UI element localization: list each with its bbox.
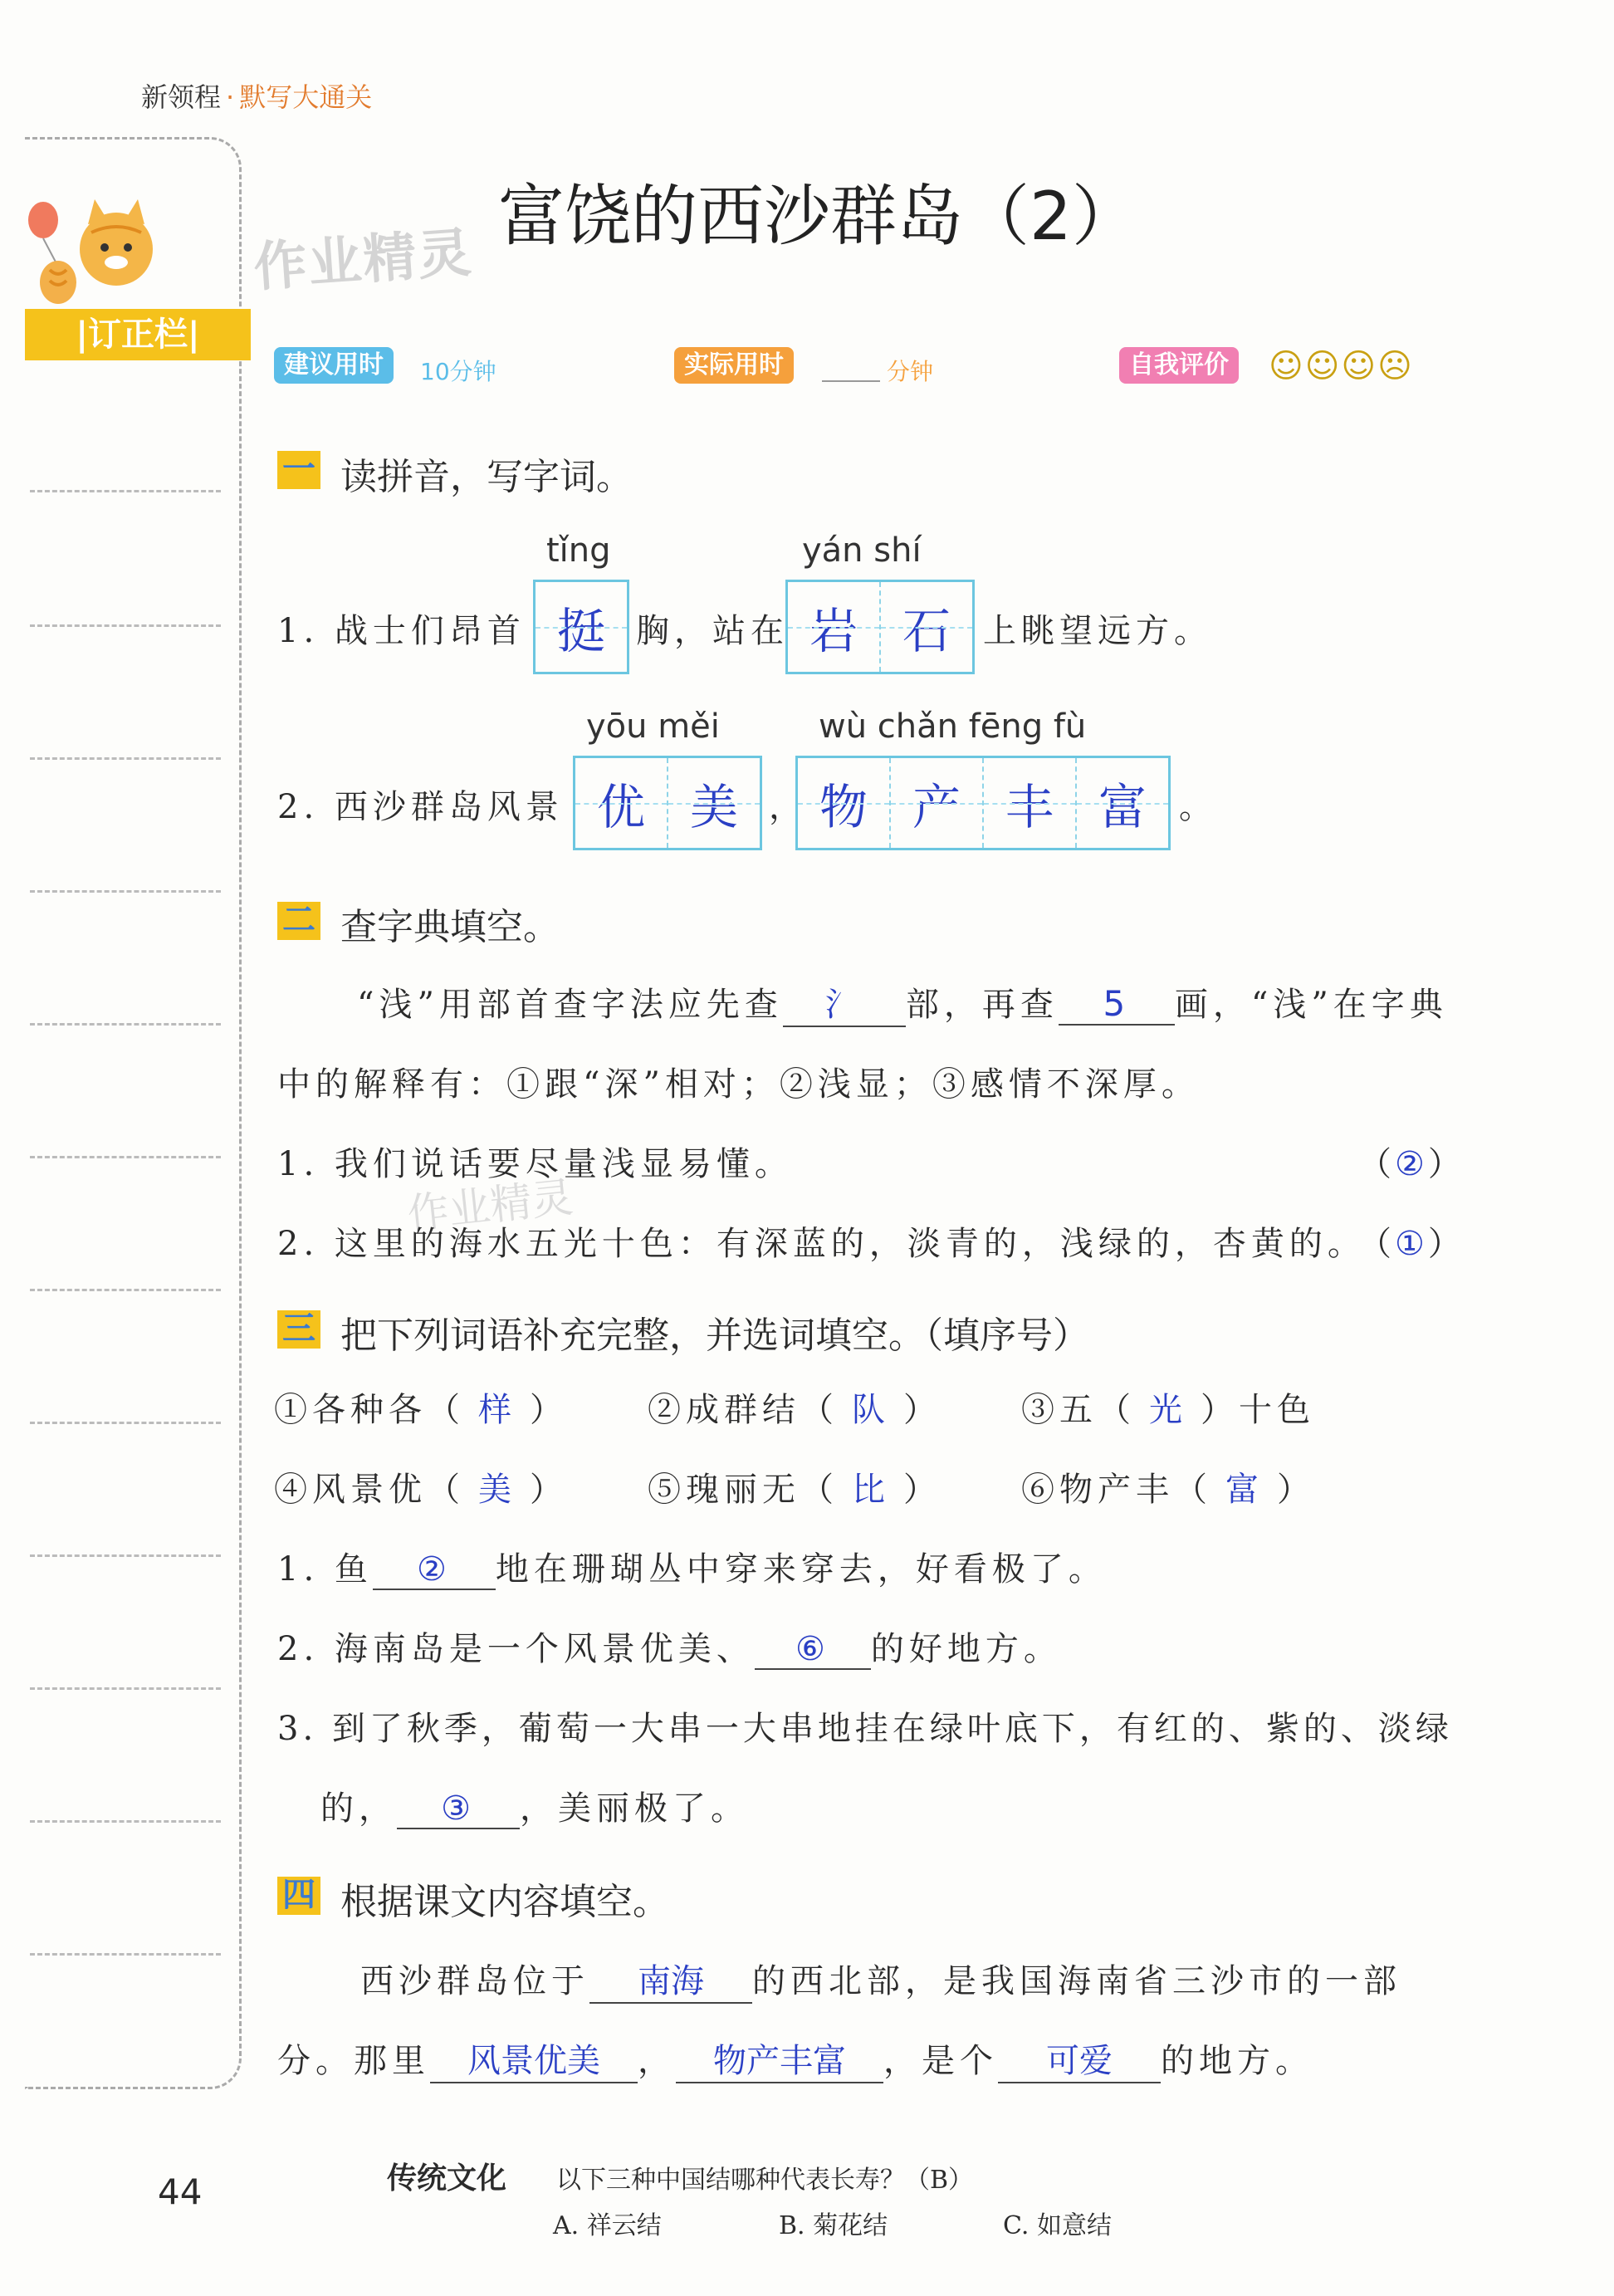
answer-cell[interactable]: 产 (891, 758, 984, 848)
paren-open: （ (1358, 1225, 1391, 1263)
actual-time-blank[interactable] (822, 380, 880, 382)
question-text-part: 1. 鱼 (277, 1550, 373, 1589)
brand-name: 新领程 (141, 81, 222, 113)
section-title: 根据课文内容填空。 (340, 1881, 669, 1923)
actual-time-label: 实际用时 (674, 347, 794, 384)
question-text (277, 2034, 1313, 2083)
suggest-time-value: 10分钟 (420, 358, 496, 385)
pinyin: wù chǎn fēng fù (819, 707, 1087, 746)
culture-option: B. 菊花结 (779, 2211, 888, 2240)
question-text-part: 部，再查 (905, 986, 1059, 1024)
suggest-time-label: 建议用时 (274, 347, 394, 384)
answer-value: ③ (441, 1789, 476, 1828)
answer-value: ② (1395, 1145, 1425, 1183)
word-item (1021, 1463, 1315, 1510)
header-dot: · (226, 81, 235, 113)
question-text-part: 的地方。 (1161, 2042, 1313, 2080)
sidebar-divider (30, 1820, 221, 1823)
word-answer[interactable]: 富 (1225, 1471, 1264, 1509)
answer-grid[interactable] (573, 756, 762, 850)
answer-value: ⑥ (795, 1630, 830, 1668)
sidebar-divider (30, 1289, 221, 1291)
page-number: 44 (158, 2171, 203, 2212)
sidebar-divider (30, 490, 221, 492)
word-item (1021, 1383, 1315, 1431)
answer-value: ② (416, 1550, 452, 1589)
sidebar-divider (30, 757, 221, 760)
question-text: 胸，站在 (636, 612, 789, 650)
word-answer[interactable]: 样 (478, 1391, 516, 1429)
sidebar-divider (30, 1023, 221, 1026)
word-answer[interactable]: 美 (478, 1471, 516, 1509)
question-text: 。 (1179, 788, 1217, 826)
answer-grid[interactable] (795, 756, 1171, 850)
section-title: 把下列词语补充完整，并选词填空。（填序号） (340, 1314, 1089, 1357)
sidebar-divider (30, 1156, 221, 1158)
question-text: 2. 这里的海水五光十色：有深蓝的，淡青的，浅绿的，杏黄的。 (277, 1225, 1366, 1263)
section-title: 读拼音，写字词。 (340, 456, 633, 498)
answer-paren[interactable] (1358, 1138, 1461, 1185)
page-title: 富饶的西沙群岛（2） (498, 178, 1138, 255)
section-title: 查字典填空。 (340, 906, 560, 948)
answer-cell[interactable]: 丰 (984, 758, 1077, 848)
actual-time-unit: 分钟 (887, 358, 934, 385)
question-text (357, 978, 1448, 1027)
answer-value: 风景优美 (467, 2042, 600, 2080)
answer-cell[interactable]: 富 (1077, 758, 1168, 848)
answer-cell[interactable]: 美 (668, 758, 760, 848)
paren-close: ） (1427, 1145, 1461, 1183)
mascot-icon (25, 183, 166, 307)
culture-option: C. 如意结 (1003, 2211, 1112, 2240)
paren-close: ） (1427, 1225, 1461, 1263)
header (141, 76, 372, 115)
question-text: 1. 我们说话要尽量浅显易懂。 (277, 1145, 793, 1183)
word-suffix: ） (1277, 1471, 1315, 1509)
correction-column (25, 137, 242, 2089)
answer-blank[interactable] (373, 1550, 496, 1590)
section-number: 三 (277, 1310, 320, 1349)
question-text (277, 1623, 1062, 1670)
sidebar-divider (30, 624, 221, 627)
word-answer[interactable]: 光 (1149, 1391, 1187, 1429)
sidebar-divider (30, 1953, 221, 1956)
sidebar-divider (30, 1687, 221, 1690)
sidebar-divider (30, 890, 221, 893)
question-text-part: 西沙群岛位于 (360, 1962, 589, 2000)
correction-column-label: |订正栏| (25, 309, 251, 360)
watermark: 作业精灵 (252, 222, 475, 300)
sidebar-divider (30, 1554, 221, 1557)
answer-blank[interactable] (589, 1955, 752, 2004)
self-eval-label: 自我评价 (1119, 347, 1239, 384)
question-text-part: “浅”用部首查字法应先查 (357, 986, 783, 1024)
answer-cell[interactable]: 物 (798, 758, 891, 848)
answer-value: 物产丰富 (713, 2042, 846, 2080)
question-text (320, 1782, 749, 1829)
word-item (648, 1463, 942, 1510)
answer-value: ① (1395, 1225, 1425, 1263)
question-text-part: 的西北部，是我国海南省三沙市的一部 (752, 1962, 1401, 2000)
question-text-part: 2. 海南岛是一个风景优美、 (277, 1630, 755, 1668)
word-prefix: ④风景优（ (274, 1471, 465, 1509)
answer-grid[interactable] (533, 580, 629, 674)
pinyin: tǐng (546, 531, 611, 570)
answer-blank[interactable] (1059, 983, 1175, 1026)
word-prefix: ⑤瑰丽无（ (648, 1471, 839, 1509)
word-item (274, 1463, 568, 1510)
section-number: 一 (277, 451, 320, 489)
answer-grid[interactable] (785, 580, 975, 674)
answer-value: 南海 (638, 1962, 704, 2000)
word-item (274, 1383, 568, 1431)
question-text (277, 1543, 1107, 1590)
word-prefix: ②成群结（ (648, 1391, 839, 1429)
answer-cell[interactable]: 岩 (788, 582, 881, 672)
answer-blank[interactable] (783, 978, 906, 1027)
series-name: 默写大通关 (239, 81, 373, 113)
answer-blank[interactable] (430, 2034, 638, 2083)
section-number: 二 (277, 902, 320, 940)
sidebar-divider (30, 1422, 221, 1424)
word-suffix: ） (903, 1471, 942, 1509)
culture-title: 传统文化 (387, 2161, 507, 2196)
answer-blank[interactable] (998, 2034, 1161, 2083)
word-prefix: ①各种各（ (274, 1391, 465, 1429)
word-prefix: ⑥物产丰（ (1021, 1471, 1212, 1509)
question-text (360, 1955, 1401, 2004)
pinyin: yōu měi (586, 707, 720, 746)
answer-radical: 氵 (824, 986, 863, 1024)
answer-blank[interactable] (676, 2034, 883, 2083)
word-answer[interactable]: 队 (852, 1391, 890, 1429)
question-text-part: ，是个 (883, 2042, 998, 2080)
word-answer[interactable]: 比 (852, 1471, 890, 1509)
section-number: 四 (277, 1877, 320, 1915)
self-eval-faces-icon[interactable]: ☺☺☺☹ (1269, 347, 1414, 385)
culture-question: 以下三种中国结哪种代表长寿？（B） (556, 2166, 974, 2195)
watermark: 作业精灵 (404, 1172, 575, 1239)
question-text-part: 画，“浅”在字典 (1174, 986, 1448, 1024)
question-text-part: ， (638, 2042, 676, 2080)
answer-value: 可爱 (1046, 2042, 1113, 2080)
answer-cell[interactable]: 挺 (536, 582, 627, 672)
answer-paren[interactable] (1358, 1217, 1461, 1265)
answer-strokes: 5 (1103, 983, 1131, 1024)
pinyin: yán shí (802, 531, 922, 570)
culture-option: A. 祥云结 (553, 2211, 662, 2240)
word-suffix: ） (903, 1391, 942, 1429)
question-text-part: 的， (320, 1789, 397, 1828)
answer-cell[interactable]: 石 (881, 582, 972, 672)
word-suffix: ）十色 (1201, 1391, 1315, 1429)
word-suffix: ） (530, 1391, 568, 1429)
question-text: 1. 战士们昂首 (277, 612, 526, 650)
question-text: 中的解释有：①跟“深”相对；②浅显；③感情不深厚。 (277, 1065, 1200, 1104)
question-text: 3. 到了秋季，葡萄一大串一大串地挂在绿叶底下，有红的、紫的、淡绿 (277, 1710, 1453, 1748)
answer-blank[interactable] (397, 1789, 520, 1829)
answer-cell[interactable]: 优 (575, 758, 668, 848)
word-prefix: ③五（ (1021, 1391, 1136, 1429)
word-suffix: ） (530, 1471, 568, 1509)
question-text: 2. 西沙群岛风景 (277, 788, 564, 826)
paren-open: （ (1358, 1145, 1391, 1183)
word-item (648, 1383, 942, 1431)
question-text-part: 分。那里 (277, 2042, 430, 2080)
question-text: 上眺望远方。 (983, 612, 1212, 650)
question-text: ， (769, 788, 807, 826)
question-text-part: 地在珊瑚丛中穿来穿去，好看极了。 (495, 1550, 1107, 1589)
question-text-part: 的好地方。 (870, 1630, 1062, 1668)
answer-blank[interactable] (755, 1630, 871, 1670)
question-text-part: ，美丽极了。 (520, 1789, 749, 1828)
